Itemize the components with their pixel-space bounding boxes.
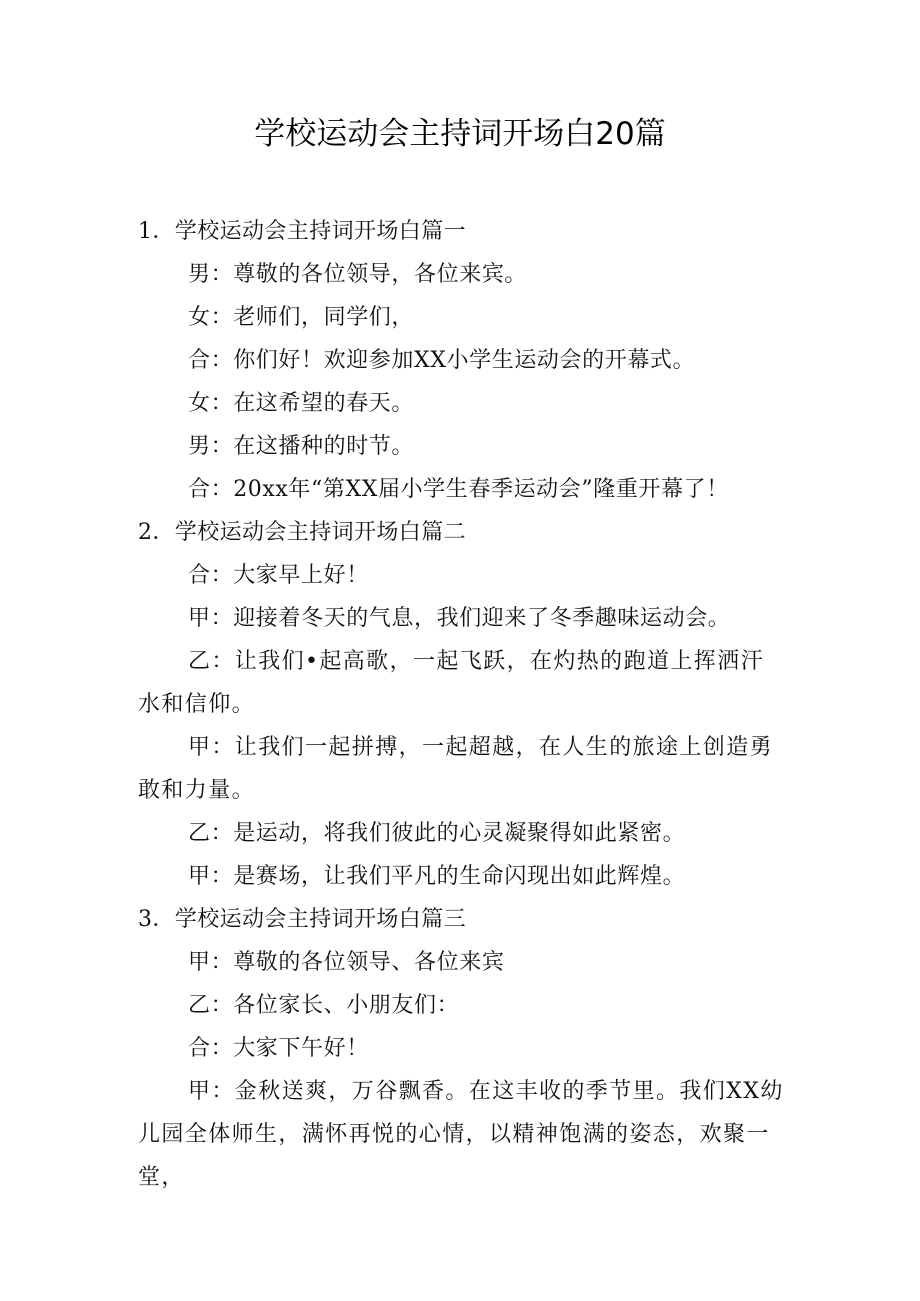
- dialogue-line: 女：在这希望的春天。: [188, 391, 415, 416]
- document-title: 学校运动会主持词开场白20篇: [254, 116, 666, 152]
- document-body: [138, 210, 788, 1199]
- dialogue-line: 乙：各位家长、小朋友们：: [188, 993, 460, 1018]
- section-heading: 1．学校运动会主持词开场白篇一: [138, 219, 466, 244]
- section-heading: 2．学校运动会主持词开场白篇二: [138, 520, 466, 545]
- dialogue-paragraph: 甲：金秋送爽，万谷飘香。在这丰收的季节里。我们XX幼儿园全体师生，满怀再悦的心情，以精神饱满的姿态，欢聚一堂，: [138, 1079, 784, 1190]
- dialogue-line: 合：20xx年“第XX届小学生春季运动会”隆重开幕了！: [188, 477, 729, 502]
- dialogue-line: 男：尊敬的各位领导，各位来宾。: [188, 262, 528, 287]
- dialogue-line: 合：大家下午好！: [188, 1036, 369, 1061]
- dialogue-paragraph: 乙：让我们•起高歌，一起飞跃，在灼热的跑道上挥洒汗水和信仰。: [138, 649, 764, 717]
- dialogue-line: 男：在这播种的时节。: [188, 434, 415, 459]
- dialogue-line: 女：老师们，同学们，: [188, 305, 415, 330]
- dialogue-line: 甲：是赛场，让我们平凡的生命闪现出如此辉煌。: [188, 864, 686, 889]
- dialogue-line: 乙：是运动，将我们彼此的心灵凝聚得如此紧密。: [188, 821, 686, 846]
- dialogue-paragraph: 甲：让我们一起拼搏，一起超越，在人生的旅途上创造勇敢和力量。: [138, 735, 774, 803]
- dialogue-line: 合：大家早上好！: [188, 563, 369, 588]
- dialogue-line: 甲：尊敬的各位领导、各位来宾: [188, 950, 505, 975]
- dialogue-line: 甲：迎接着冬天的气息，我们迎来了冬季趣味运动会。: [188, 606, 731, 631]
- section-heading: 3．学校运动会主持词开场白篇三: [138, 907, 466, 932]
- dialogue-line: 合：你们好！欢迎参加XX小学生运动会的开幕式。: [188, 348, 696, 373]
